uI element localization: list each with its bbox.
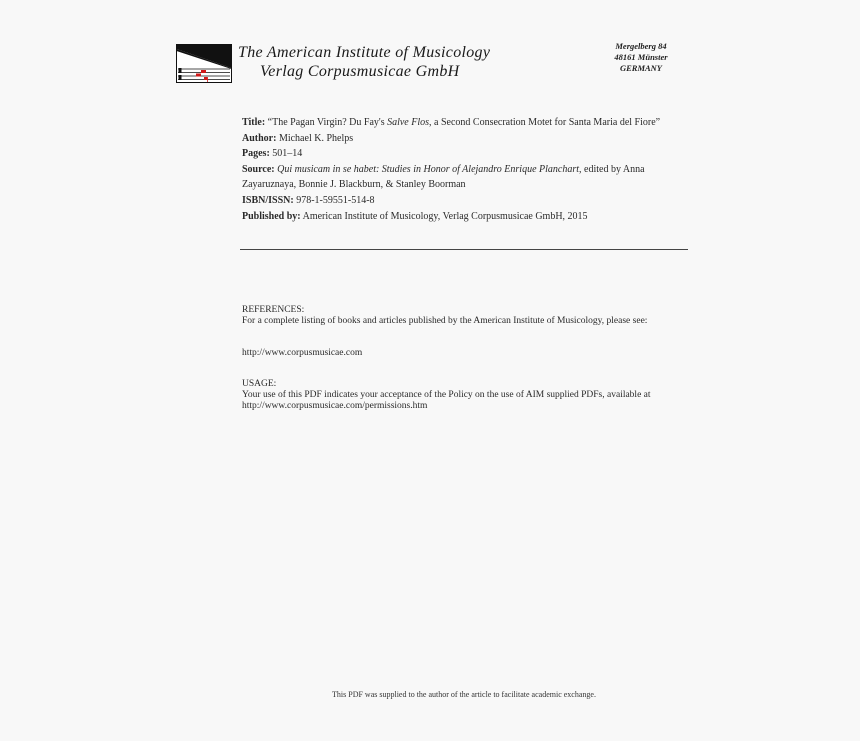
publisher-subname: Verlag Corpusmusicae GmbH <box>260 63 460 80</box>
author-row <box>242 131 682 147</box>
divider <box>240 249 688 250</box>
published-row <box>242 209 682 225</box>
pages-label: Pages: <box>242 148 270 160</box>
references-section <box>242 305 690 327</box>
pages-row <box>242 146 682 162</box>
article-metadata <box>242 115 682 224</box>
source-editors: , edited by Anna Zayaruznaya, Bonnie J. Blackburn, & Stanley Boorman <box>242 163 645 191</box>
title-text-italic: Salve Flos <box>387 117 430 128</box>
aim-logo-icon <box>176 44 232 83</box>
address-country: GERMANY <box>619 63 663 73</box>
address-city: 48161 Münster <box>614 52 668 62</box>
author-value: Michael K. Phelps <box>278 132 354 144</box>
source-label: Source: <box>242 163 275 175</box>
author-label: Author: <box>242 132 277 144</box>
usage-text: Your use of this PDF indicates your acceptance of the Policy on the use of AIM supplied PDFs, available at http://www.corpusmusicae.com/permissions.htm <box>242 389 651 411</box>
title-text-part1: “The Pagan Virgin? Du Fay's <box>267 117 388 128</box>
publisher-name: The American Institute of Musicology <box>238 44 491 61</box>
isbn-row <box>242 193 682 209</box>
usage-heading: USAGE: <box>242 379 277 389</box>
address-street: Mergelberg 84 <box>615 41 667 51</box>
publisher-address <box>598 41 684 74</box>
isbn-value: 978-1-59551-514-8 <box>296 194 375 206</box>
references-heading: REFERENCES: <box>242 305 305 315</box>
title-text-part2: , a Second Consecration Motet for Santa Maria del Fiore” <box>429 117 661 128</box>
title-row <box>242 115 682 131</box>
footer-note: This PDF was supplied to the author of the article to facilitate academic exchange. <box>332 690 596 699</box>
source-title: Qui musicam in se habet: Studies in Honor of Alejandro Enrique Planchart <box>277 163 580 175</box>
source-row <box>242 162 682 193</box>
isbn-label: ISBN/ISSN: <box>242 194 294 206</box>
pages-value: 501–14 <box>272 148 303 160</box>
references-link[interactable]: http://www.corpusmusicae.com <box>242 348 363 358</box>
usage-section <box>242 379 690 411</box>
title-label: Title: <box>242 117 266 128</box>
references-text: For a complete listing of books and articles published by the American Institute of Musicology, please see: <box>242 315 648 326</box>
published-label: Published by: <box>242 210 301 222</box>
published-value: American Institute of Musicology, Verlag Corpusmusicae GmbH, 2015 <box>302 210 588 222</box>
